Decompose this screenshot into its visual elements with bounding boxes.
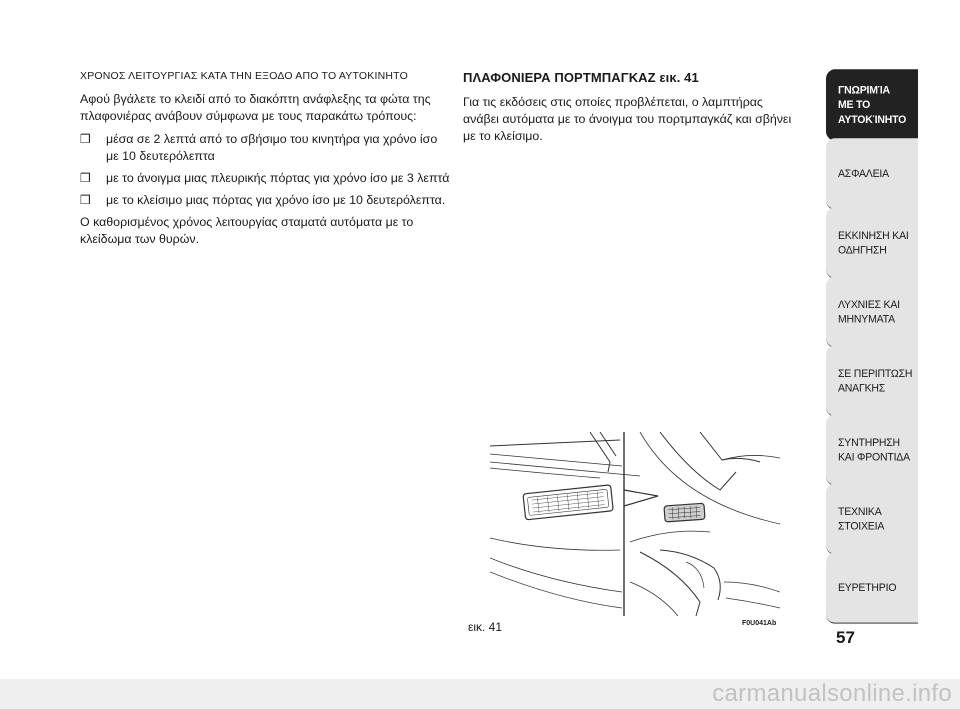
checkbox-bullet-icon: ❒	[80, 171, 91, 185]
list-item	[80, 170, 452, 187]
figure-caption: εικ. 41	[468, 620, 503, 634]
section-heading: ΠΛΑΦΟΝΙΕΡΑ ΠΟΡΤΜΠΑΓΚΑΖ εικ. 41	[463, 70, 699, 85]
figure-code: F0U041Ab	[742, 620, 777, 627]
tab-index[interactable]: ΕΥΡΕΤΗΡΙΟ	[826, 552, 918, 623]
list-item-text: με το κλείσιμο μιας πόρτας για χρόνο ίσο με 10 δευτερόλεπτα.	[106, 193, 446, 207]
list-item-text: μέσα σε 2 λεπτά από το σβήσιμο του κινητήρα για χρόνο ίσο με 10 δευτερόλεπτα	[106, 132, 438, 163]
body-paragraph: Για τις εκδόσεις στις οποίες προβλέπεται, ο λαμπτήρας ανάβει αυτόματα με το άνοιγμα του πορτμπαγκάζ και σβήνει με το κλείσιμο.	[463, 95, 792, 143]
tab-starting-driving[interactable]: ΕΚΚΙΝΗΣΗ ΚΑΙ ΟΔΗΓΗΣΗ	[826, 207, 918, 278]
watermark: carmanualsonline.info	[0, 679, 960, 709]
figure-illustration	[490, 432, 780, 616]
trunk-light-drawing	[490, 432, 780, 616]
left-column	[80, 70, 452, 254]
tab-safety[interactable]: ΑΣΦΑΛΕΙΑ	[826, 138, 918, 209]
checkbox-bullet-icon: ❒	[80, 132, 91, 146]
chapter-tabs	[826, 71, 918, 623]
list-item-text: με το άνοιγμα μιας πλευρικής πόρτας για χρόνο ίσο με 3 λεπτά	[106, 171, 450, 185]
checkbox-bullet-icon: ❒	[80, 193, 91, 207]
page-number: 57	[836, 628, 855, 647]
right-column	[463, 70, 793, 151]
intro-paragraph: Αφού βγάλετε το κλειδί από το διακόπτη ανάφλεξης τα φώτα της πλαφονιέρας ανάβουν σύμφωνα με τους παρακάτω τρόπους:	[80, 92, 431, 123]
tab-maintenance[interactable]: ΣΥΝΤΗΡΗΣΗ ΚΑΙ ΦΡΟΝΤΙΔΑ	[826, 414, 918, 485]
list-item	[80, 131, 452, 165]
tab-getting-to-know[interactable]: ΓΝΩΡΙΜΊΑ ΜΕ ΤΟ ΑΥΤΟΚΊΝΗΤΟ	[826, 69, 918, 140]
tab-emergency[interactable]: ΣΕ ΠΕΡΙΠΤΩΣΗ ΑΝΑΓΚΗΣ	[826, 345, 918, 416]
tab-lights-messages[interactable]: ΛΥΧΝΙΕΣ ΚΑΙ ΜΗΝΥΜΑΤΑ	[826, 276, 918, 347]
tab-technical-data[interactable]: ΤΕΧΝΙΚΑ ΣΤΟΙΧΕΙΑ	[826, 483, 918, 554]
section-title: ΧΡΟΝΟΣ ΛΕΙΤΟΥΡΓΙΑΣ ΚΑΤΑ ΤΗΝ ΕΞΟΔΟ ΑΠΟ ΤΟ ΑΥΤΟΚΙΝΗΤΟ	[80, 70, 408, 82]
list-item	[80, 192, 452, 209]
closing-paragraph: Ο καθορισμένος χρόνος λειτουργίας σταματά αυτόματα με το κλείδωμα των θυρών.	[80, 215, 414, 246]
